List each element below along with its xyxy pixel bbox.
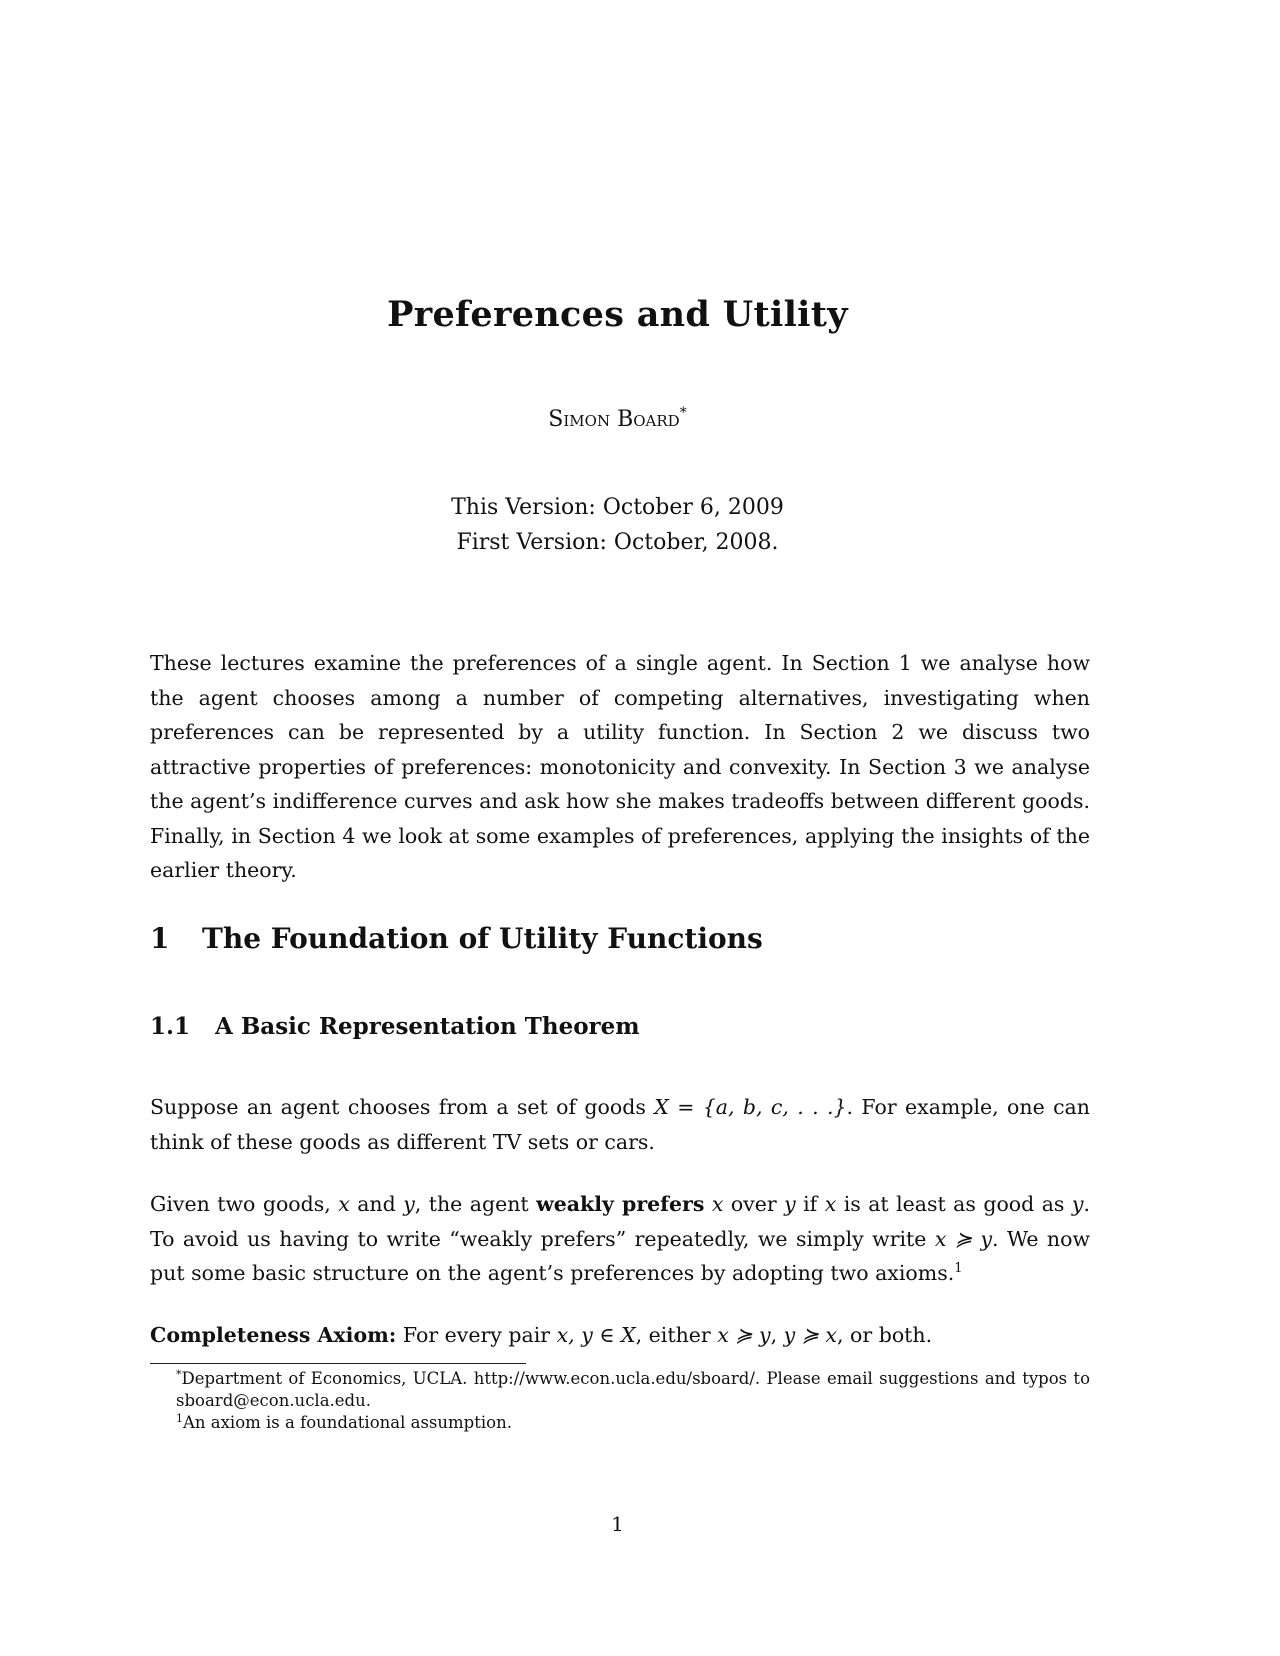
paper-title: Preferences and Utility	[387, 294, 848, 335]
axiom-label: Completeness Axiom:	[150, 1323, 397, 1347]
abstract	[150, 646, 1090, 888]
footnote-marker: *	[176, 1368, 182, 1381]
abstract-text: These lectures examine the preferences of a single agent. In Section 1 we analyse how the agent chooses among a number of competing alternatives, investigating when preferences can be represented by a utility function. In Section 2 we discuss two attractive properties of preferences: monotonicity and convexity. In Section 3 we analyse the agent’s indifference curves and ask how she makes tradeoffs between different goods. Finally, in Section 4 we look at some examples of preferences, applying the insights of the earlier theory.	[150, 651, 1090, 882]
footnote-affiliation	[150, 1368, 1090, 1412]
subsection-title: A Basic Representation Theorem	[215, 1013, 640, 1040]
math-variable: x	[338, 1192, 350, 1216]
footnote-marker: 1	[176, 1412, 183, 1425]
footnotes	[150, 1368, 1090, 1434]
paragraph-text: ,	[770, 1323, 784, 1347]
paragraph-text: . To avoid us having to write “weakly prefers” repeatedly, we simply write	[150, 1192, 1090, 1251]
section-number: 1	[150, 922, 170, 955]
footnote-text: Department of Economics, UCLA. http://www.econ.ucla.edu/sboard/. Please email suggestions and typos to sboard@econ.ucla.edu.	[176, 1369, 1090, 1410]
math-expression: X = {a, b, c, . . .}	[654, 1095, 847, 1119]
footnote-marker: 1	[954, 1261, 963, 1276]
math-variable: y	[784, 1192, 796, 1216]
section-heading	[150, 922, 763, 955]
completeness-axiom	[150, 1318, 1090, 1353]
defined-term: weakly prefers	[536, 1192, 705, 1216]
paragraph-text: . For example, one can think of these goods as different TV sets or cars.	[150, 1095, 1090, 1154]
this-version-date: This Version: October 6, 2009	[451, 495, 784, 520]
paragraph-text: Suppose an agent chooses from a set of goods	[150, 1095, 655, 1119]
paragraph-text: , either	[635, 1323, 718, 1347]
paragraph-text: For every pair	[396, 1323, 557, 1347]
first-version-date: First Version: October, 2008.	[456, 530, 779, 555]
author-line	[0, 405, 1235, 432]
math-variable: y	[1071, 1192, 1084, 1216]
paragraph-weak-preference	[150, 1187, 1090, 1291]
paragraph-goods-set	[150, 1090, 1090, 1159]
math-expression: x ≽ y	[717, 1323, 771, 1347]
math-variable: x	[711, 1192, 724, 1216]
footnote-divider	[150, 1363, 526, 1364]
paragraph-text: over	[723, 1192, 785, 1216]
page-number: 1	[611, 1512, 624, 1536]
paragraph-text: is at least as good as	[836, 1192, 1072, 1216]
paragraph-text: and	[349, 1192, 404, 1216]
paragraph-text: , or both.	[837, 1323, 933, 1347]
subsection-heading	[150, 1013, 640, 1040]
subsection-number: 1.1	[150, 1013, 191, 1040]
paragraph-text: . We now put some basic structure on the agent’s preferences by adopting two axioms.	[150, 1226, 1091, 1285]
author-name: Simon Board	[548, 407, 680, 432]
paragraph-text: , the agent	[414, 1192, 537, 1216]
math-variable: y	[403, 1192, 415, 1216]
footnote-text: An axiom is a foundational assumption.	[183, 1413, 512, 1432]
math-expression: x, y ∈ X	[556, 1323, 636, 1347]
section-title: The Foundation of Utility Functions	[202, 922, 763, 955]
math-expression: x ≽ y	[934, 1226, 993, 1251]
version-dates	[0, 490, 1235, 560]
math-expression: y ≽ x	[783, 1323, 837, 1347]
paragraph-text: Given two goods,	[150, 1192, 339, 1216]
paragraph-text: if	[795, 1192, 825, 1216]
math-variable: x	[824, 1192, 837, 1216]
author-footnote-marker: *	[679, 405, 687, 421]
footnote-axiom	[150, 1412, 1090, 1434]
